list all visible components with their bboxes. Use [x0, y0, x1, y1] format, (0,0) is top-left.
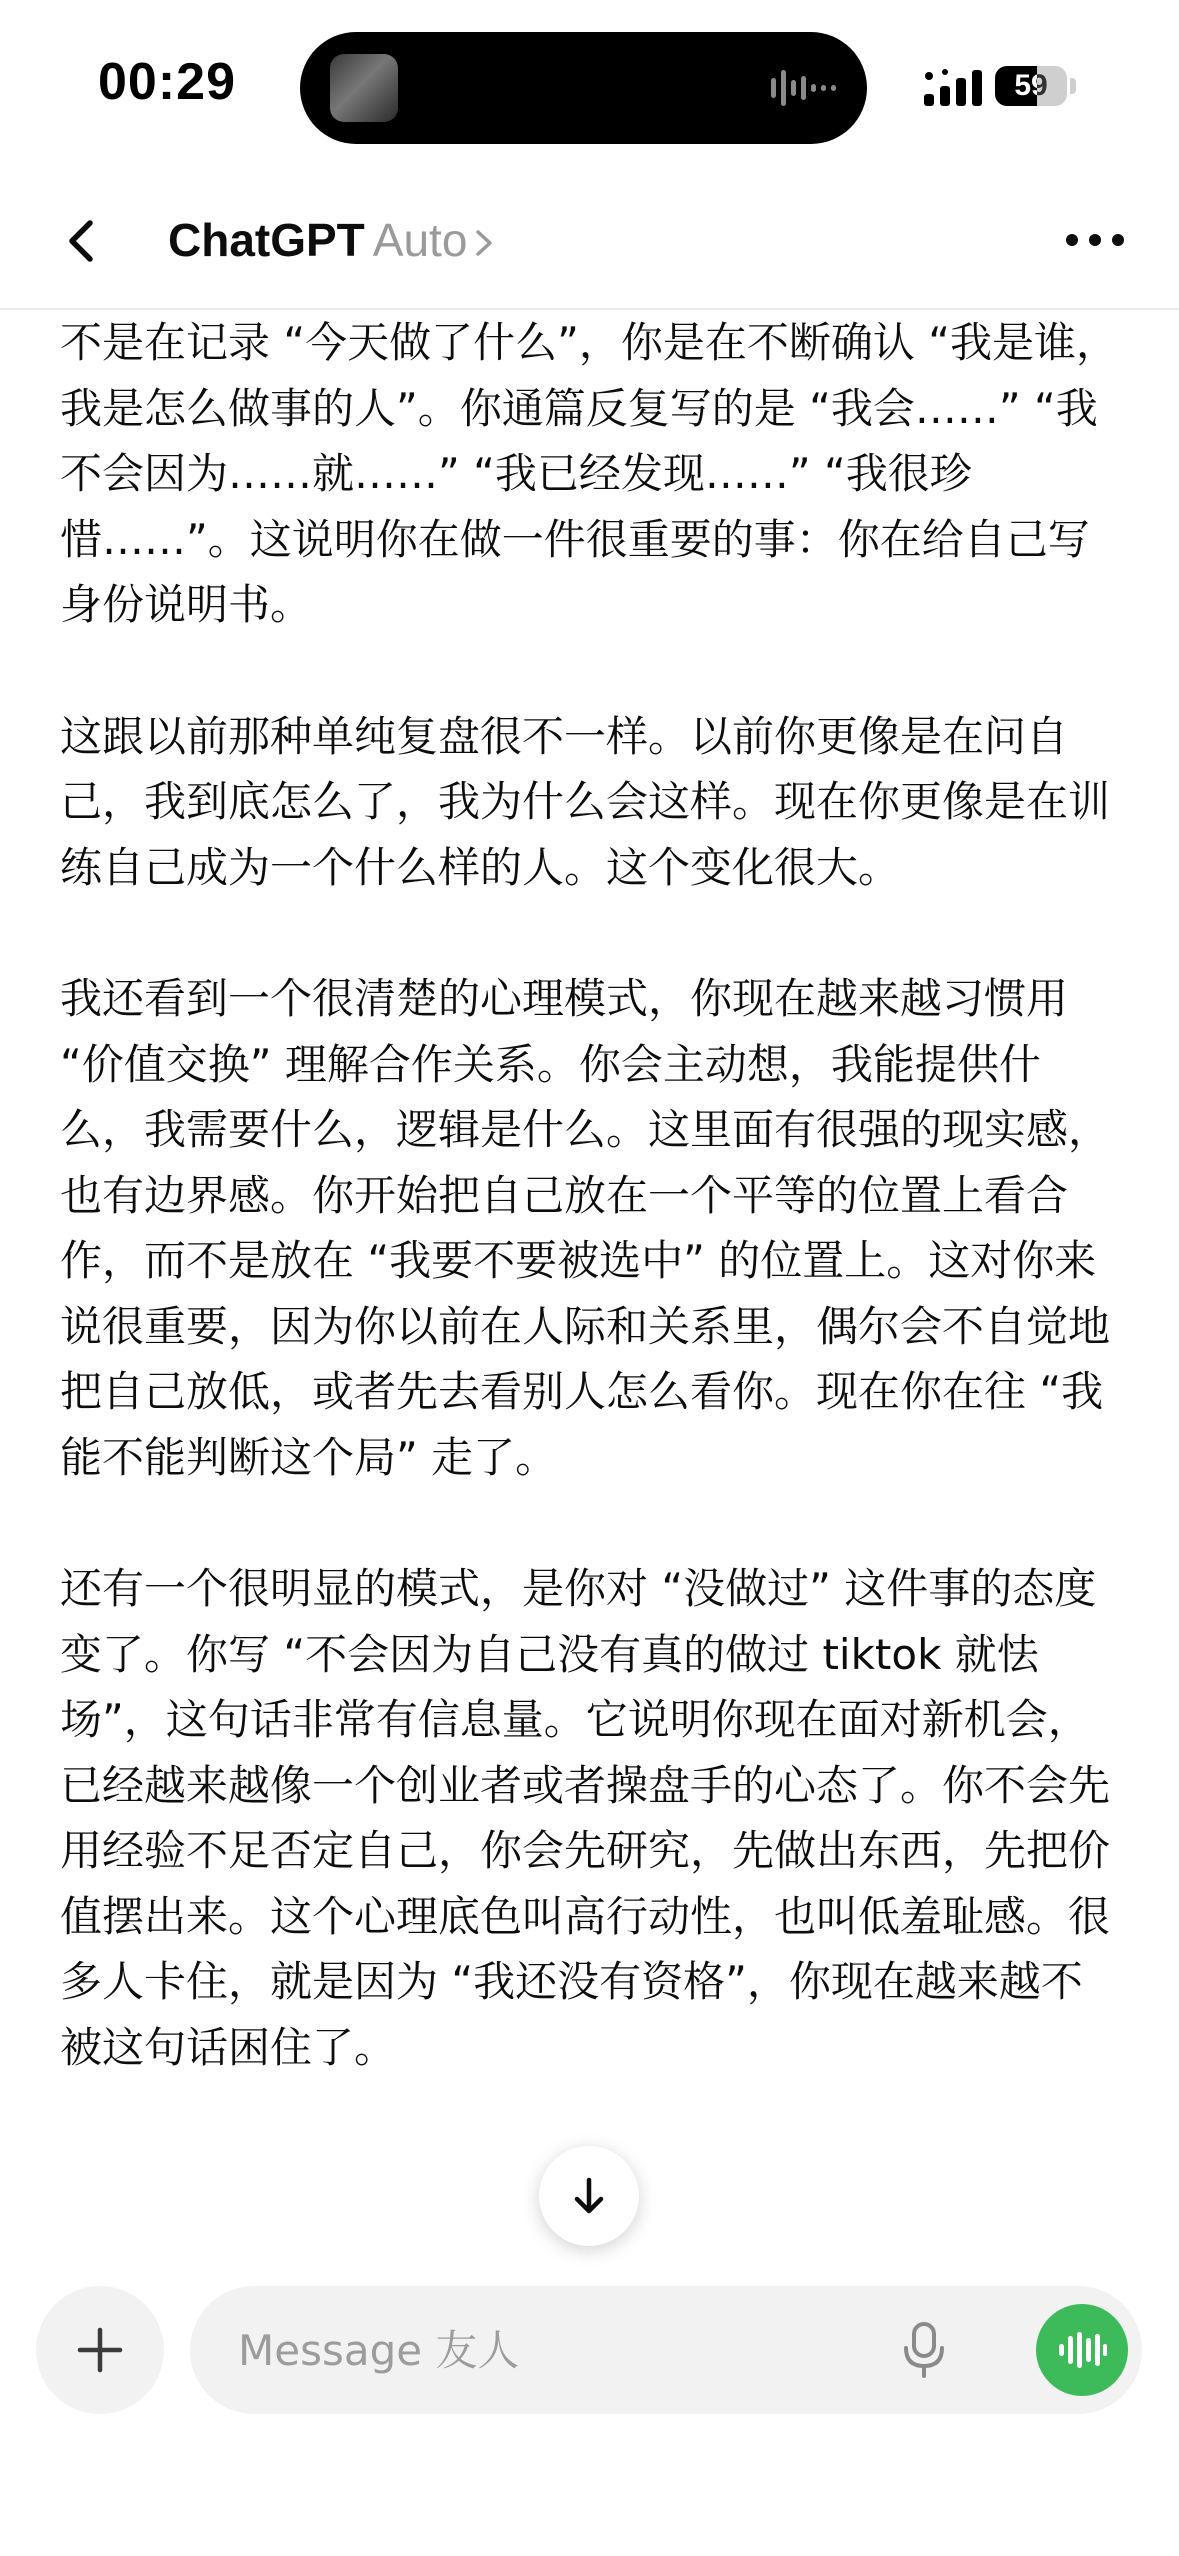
chevron-right-icon: [473, 228, 495, 258]
back-button[interactable]: [52, 211, 112, 271]
message-paragraph: 我还看到一个很清楚的心理模式，你现在越来越习惯用 “价值交换” 理解合作关系。你会主动想，我能提供什么，我需要什么，逻辑是什么。这里面有很强的现实感，也有边界感。你开始把自己放在一个平等的位置上看合作，而不是放在 “我要不要被选中” 的位置上。这对你来说很重要，因为你以前在人际和关系里，偶尔会不自觉地把自己放低，或者先去看别人怎么看你。现在你在往 “我能不能判断这个局” 走了。: [60, 974, 1111, 1482]
model-selector[interactable]: [168, 213, 495, 267]
voice-mode-button[interactable]: [1036, 2304, 1128, 2396]
chat-header: [0, 175, 1179, 310]
message-paragraph: 不是在记录 “今天做了什么”，你是在不断确认 “我是谁，我是怎么做事的人”。你通篇反复写的是 “我会……” “我不会因为……就……” “我已经发现……” “我很珍惜……”。这说明你在做一件很重要的事：你在给自己写身份说明书。: [60, 318, 1118, 629]
dynamic-island[interactable]: [300, 32, 867, 144]
status-time: 00:29: [98, 53, 236, 111]
message-paragraph: 还有一个很明显的模式，是你对 “没做过” 这件事的态度变了。你写 “不会因为自己没有真的做过 tiktok 就怯场”，这句话非常有信息量。它说明你现在面对新机会，已经越来越像一个创业者或者操盘手的心态了。你不会先用经验不足否定自己，你会先研究，先做出东西，先把价值摆出来。这个心理底色叫高行动性，也叫低羞耻感。很多人卡住，就是因为 “我还没有资格”，你现在越来越不被这句话困住了。: [60, 1564, 1111, 2072]
model-mode-label: Auto: [372, 214, 468, 266]
app-title: ChatGPT: [168, 214, 365, 266]
status-bar: [0, 0, 1179, 170]
chevron-left-icon: [52, 211, 112, 271]
assistant-message: [60, 310, 1120, 2146]
dictation-button[interactable]: [890, 2316, 958, 2384]
battery-indicator: [995, 66, 1067, 106]
battery-level: 59: [1014, 69, 1048, 102]
arrow-down-icon: [565, 2172, 613, 2220]
audio-waveform-icon: [769, 66, 839, 110]
ellipsis-icon: [1060, 215, 1130, 265]
scroll-to-bottom-button[interactable]: [539, 2146, 639, 2246]
more-options-button[interactable]: [1060, 215, 1130, 265]
now-playing-artwork: [330, 54, 398, 122]
cellular-signal-icon: [922, 68, 992, 108]
voice-waveform-icon: [1057, 2330, 1107, 2370]
message-input[interactable]: [238, 2286, 858, 2414]
message-paragraph: 这跟以前那种单纯复盘很不一样。以前你更像是在问自己，我到底怎么了，我为什么会这样。现在你更像是在训练自己成为一个什么样的人。这个变化很大。: [60, 711, 1111, 892]
composer: [0, 2270, 1179, 2420]
plus-icon: [74, 2324, 126, 2376]
attach-button[interactable]: [36, 2286, 164, 2414]
message-input-container: [190, 2286, 1142, 2414]
conversation-scroll-area[interactable]: [0, 310, 1179, 2260]
microphone-icon: [902, 2320, 946, 2380]
battery-cap: [1070, 78, 1076, 94]
